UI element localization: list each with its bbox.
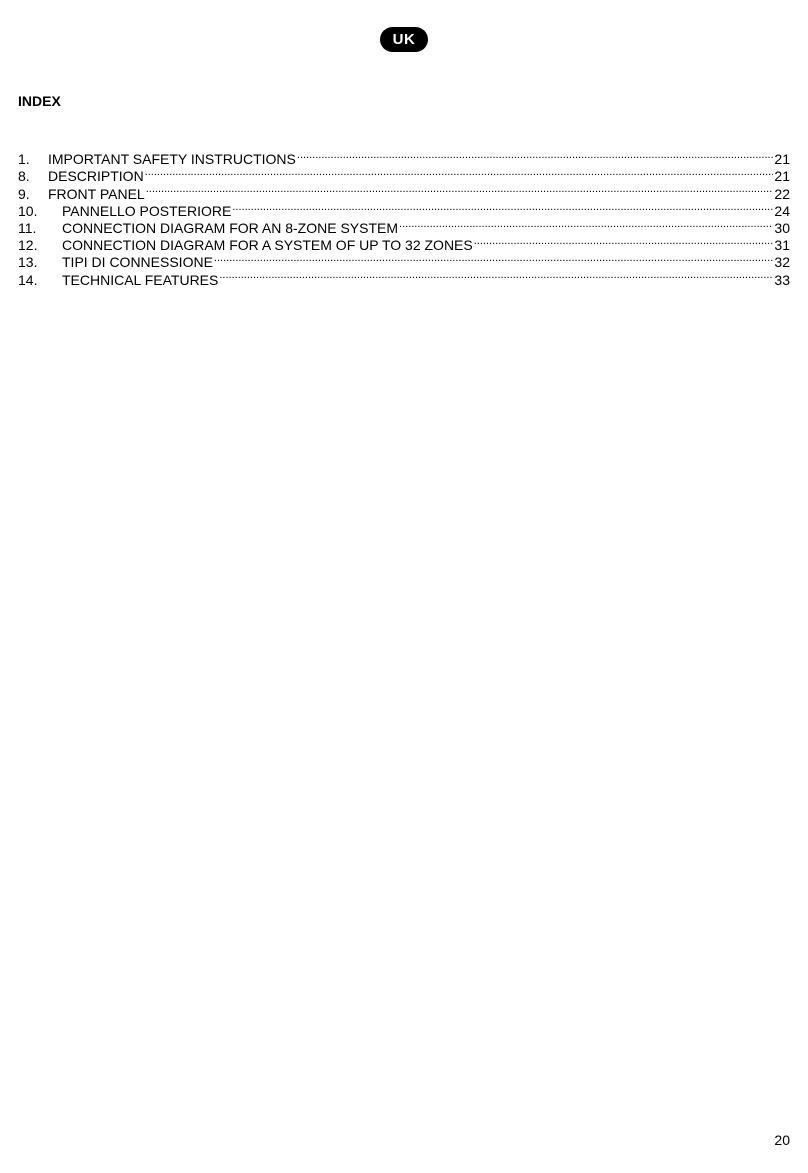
dot-leader <box>474 233 774 250</box>
page-number: 20 <box>774 1132 790 1148</box>
toc-entry-title: PANNELLO POSTERIORE <box>62 202 232 219</box>
dot-leader <box>399 216 773 233</box>
toc-entry-title: TECHNICAL FEATURES <box>62 271 219 288</box>
toc-entry-number: 8. <box>18 168 30 185</box>
toc-entry-page: 33 <box>774 271 790 288</box>
toc-entry-page: 21 <box>774 151 790 168</box>
toc-entry[interactable] <box>18 147 790 168</box>
dot-leader <box>232 199 773 216</box>
toc-entry-page: 32 <box>774 254 790 271</box>
toc-entry-title: IMPORTANT SAFETY INSTRUCTIONS <box>48 151 296 168</box>
toc-entry-title: DESCRIPTION <box>48 168 144 185</box>
dot-leader <box>146 181 774 198</box>
toc-entry-number: 9. <box>18 185 30 202</box>
language-badge: UK <box>380 27 428 52</box>
table-of-contents <box>18 147 790 288</box>
dot-leader <box>214 250 774 267</box>
toc-entry-page: 24 <box>774 202 790 219</box>
toc-entry-number: 11. <box>18 219 37 236</box>
toc-entry-page: 22 <box>774 185 790 202</box>
dot-leader <box>297 147 774 164</box>
index-heading: INDEX <box>18 93 61 109</box>
toc-entry-title: FRONT PANEL <box>48 185 145 202</box>
toc-entry-number: 14. <box>18 271 38 288</box>
toc-entry-page: 31 <box>774 237 790 254</box>
dot-leader <box>219 267 773 284</box>
toc-entry-number: 1. <box>18 151 30 168</box>
toc-entry-title: CONNECTION DIAGRAM FOR A SYSTEM OF UP TO 32 ZONES <box>62 237 473 254</box>
toc-entry-title: TIPI DI CONNESSIONE <box>62 254 213 271</box>
toc-entry-number: 13. <box>18 254 38 271</box>
toc-entry-page: 30 <box>774 219 790 236</box>
toc-entry-title: CONNECTION DIAGRAM FOR AN 8-ZONE SYSTEM <box>62 219 399 236</box>
toc-entry-number: 12. <box>18 237 38 254</box>
toc-entry-number: 10. <box>18 202 38 219</box>
toc-entry-page: 21 <box>774 168 790 185</box>
dot-leader <box>145 164 774 181</box>
